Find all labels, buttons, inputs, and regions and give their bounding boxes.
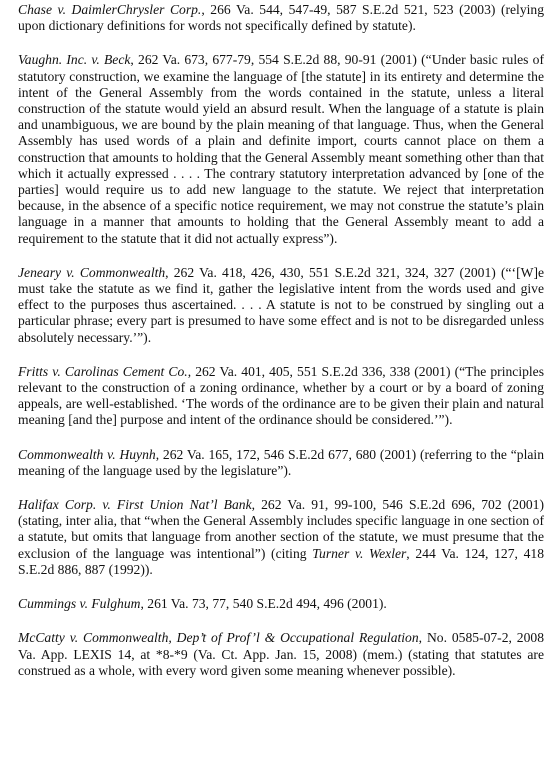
citation-text: , 262 Va. 673, 677-79, 554 S.E.2d 88, 90-91 (2001) (“Under basic rules of statutory construction, we examine the language of [the statute] in its entirety and determine the intent of the General Assembly from the words contained in the statute, unless a literal construction of the statute would yield an absurd result. When the language of a statute is plain and unambiguous, we are bound by the plain meaning of that language. Thus, when the General Assembly has used words of a plain and definite import, courts cannot place on them a construction that amounts to holding that the General Assembly meant something other than that which it actually expressed . . . . The contrary statutory interpretation advanced by [one of the parties] would require us to add new language to the statute. We reject that interpretation because, in the absence of a specific notice requirement, we may not construe the statute’s plain language in a manner that amounts to holding that the General Assembly meant to add a requirement to the statute that it did not actually express”).	[18, 52, 544, 246]
citation-text: , No. 0585-07-2, 2008 Va. App. LEXIS 14, at *8-*9 (Va. Ct. App. Jan. 15, 2008) (mem.) (stating that statutes are construed as a whole, with every word given some meaning whenever possible).	[18, 630, 544, 678]
citation-mccatty	[18, 630, 544, 679]
document-page	[18, 2, 544, 679]
citation-text: , 244 Va. 124, 127, 418 S.E.2d 886, 887 (1992)).	[18, 545, 544, 577]
citation-text: , 262 Va. 91, 99-100, 546 S.E.2d 696, 702 (2001) (stating, inter alia, that “when the General Assembly includes specific language in one section of a statute, but omits that language from another section of the statute, we must presume that the exclusion of the language was intentional”) (citing	[18, 497, 545, 561]
case-name: Commonwealth v. Huynh	[18, 446, 156, 462]
citation-huynh	[18, 447, 544, 479]
citation-text: , 262 Va. 165, 172, 546 S.E.2d 677, 680 (2001) (referring to the “plain meaning of the language used by the legislature”).	[18, 446, 544, 478]
citation-text: , 262 Va. 418, 426, 430, 551 S.E.2d 321, 324, 327 (2001) (“‘[W]e must take the statute as we find it, gather the legislative intent from the words used and give effect to the purposes thus ascertained. . . . A statute is not to be construed by singling out a particular phrase; every part is presumed to have some effect and is not to be disregarded unless absolutely necessary.’”).	[18, 264, 545, 345]
case-name: Halifax Corp. v. First Union Nat’l Bank	[18, 497, 252, 513]
citation-text: , 261 Va. 73, 77, 540 S.E.2d 494, 496 (2001).	[140, 596, 387, 612]
citation-text: , 262 Va. 401, 405, 551 S.E.2d 336, 338 (2001) (“The principles relevant to the construction of a zoning ordinance, whether by a court or by a board of zoning appeals, are well-established. ‘The words of the ordinance are to be given their plain and natural meaning [and the] purpose and intent of the ordinance should be considered.’”).	[18, 363, 544, 428]
citation-vaughn	[18, 52, 544, 246]
citation-jeneary	[18, 265, 544, 346]
citation-chase	[18, 2, 544, 34]
case-name: Jeneary v. Commonwealth	[18, 264, 166, 280]
case-name: Chase v. DaimlerChrysler Corp.	[18, 2, 202, 17]
case-name: McCatty v. Commonwealth, Dep’t of Prof’l & Occupational Regulation	[18, 630, 419, 646]
citation-fritts	[18, 364, 544, 429]
case-name: Vaughn. Inc. v. Beck	[18, 52, 131, 68]
citation-halifax	[18, 497, 544, 578]
case-name: Cummings v. Fulghum	[18, 596, 141, 612]
cited-case-name: Turner v. Wexler	[312, 545, 407, 561]
case-name: Fritts v. Carolinas Cement Co.	[18, 363, 188, 379]
citation-text: , 266 Va. 544, 547-49, 587 S.E.2d 521, 523 (2003) (relying upon dictionary definitions for words not specifically defined by statute).	[18, 2, 544, 34]
citation-cummings	[18, 596, 544, 612]
